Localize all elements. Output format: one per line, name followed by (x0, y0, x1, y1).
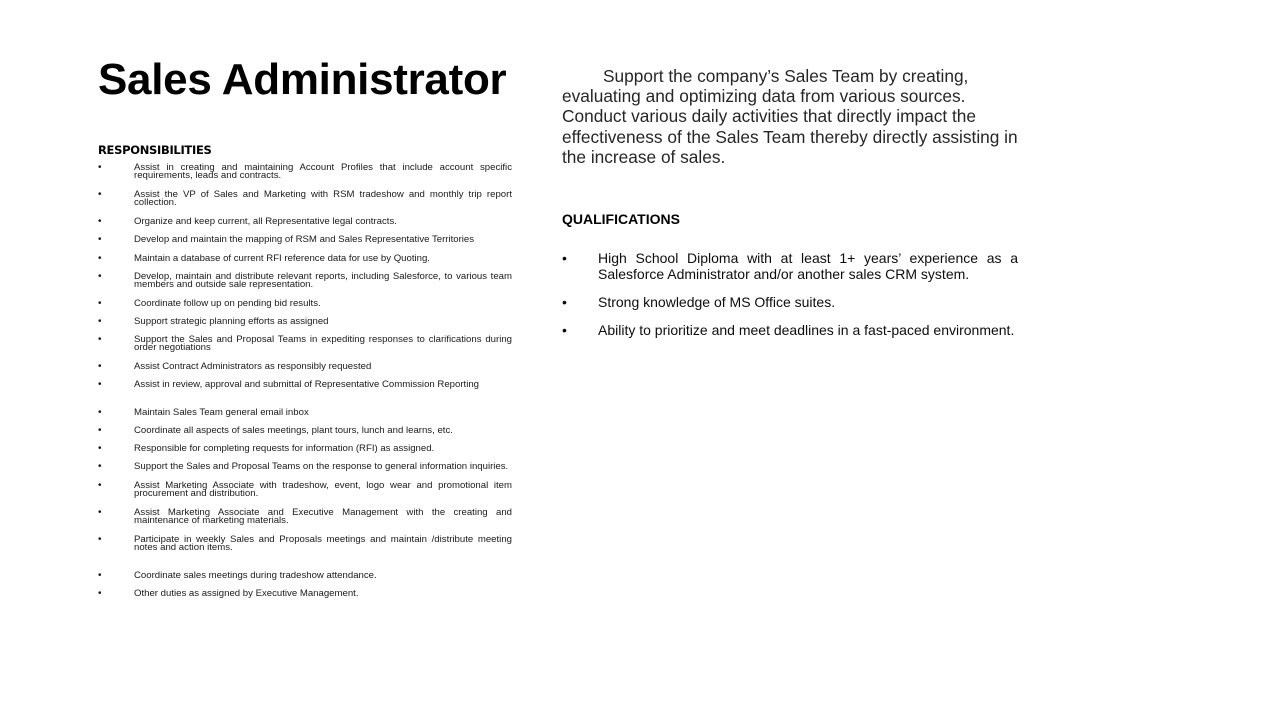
bullet-icon: • (98, 334, 102, 345)
bullet-icon: • (98, 271, 102, 282)
bullet-icon: • (98, 570, 102, 581)
list-item: • Assist Contract Administrators as responsibly requested (98, 361, 372, 372)
bullet-icon: • (98, 443, 102, 454)
list-item: • Support strategic planning efforts as assigned (98, 316, 329, 327)
list-item: • Maintain a database of current RFI reference data for use by Quoting. (98, 253, 430, 264)
list-item: • Assist Marketing Associate with tradeshow, event, logo wear and promotional item procurement and distribution. (98, 480, 512, 499)
bullet-icon: • (98, 588, 102, 599)
qualifications-heading: QUALIFICATIONS (562, 211, 680, 227)
bullet-icon: • (98, 189, 102, 200)
list-item: • Participate in weekly Sales and Proposals meetings and maintain /distribute meeting notes and action items. (98, 534, 512, 553)
list-item: • Assist Marketing Associate and Executive Management with the creating and maintenance of marketing materials. (98, 507, 512, 526)
list-item: • Coordinate all aspects of sales meetings, plant tours, lunch and learns, etc. (98, 425, 453, 436)
bullet-icon: • (98, 298, 102, 309)
bullet-icon: • (98, 316, 102, 327)
list-item: • Assist in creating and maintaining Account Profiles that include account specific requirements, leads and contracts. (98, 162, 512, 181)
bullet-icon: • (98, 534, 102, 545)
list-item: • Develop, maintain and distribute relevant reports, including Salesforce, to various team members and outside sale representation. (98, 271, 512, 290)
responsibilities-heading: RESPONSIBILITIES (98, 143, 212, 157)
bullet-icon: • (98, 162, 102, 173)
responsibilities-list (98, 164, 512, 598)
bullet-icon: • (98, 216, 102, 227)
list-item: • Assist in review, approval and submittal of Representative Commission Reporting (98, 379, 479, 390)
bullet-icon: • (562, 322, 567, 338)
bullet-icon: • (562, 294, 567, 310)
bullet-icon: • (98, 461, 102, 472)
qualifications-list (562, 250, 1018, 350)
list-item: • Ability to prioritize and meet deadlines in a fast-paced environment. (562, 322, 1015, 338)
list-item: • Maintain Sales Team general email inbox (98, 407, 309, 418)
page-title: Sales Administrator (98, 55, 507, 104)
bullet-icon: • (562, 250, 567, 266)
list-item: • Coordinate sales meetings during tradeshow attendance. (98, 570, 377, 581)
bullet-icon: • (98, 507, 102, 518)
bullet-icon: • (98, 361, 102, 372)
list-item: • Organize and keep current, all Representative legal contracts. (98, 216, 397, 227)
bullet-icon: • (98, 407, 102, 418)
bullet-icon: • (98, 234, 102, 245)
list-item: • Other duties as assigned by Executive Management. (98, 588, 359, 599)
list-item: • High School Diploma with at least 1+ years’ experience as a Salesforce Administrator and/or another sales CRM system. (562, 250, 1018, 282)
bullet-icon: • (98, 379, 102, 390)
bullet-icon: • (98, 480, 102, 491)
role-summary: Support the company’s Sales Team by creating, evaluating and optimizing data from various sources. Conduct various daily activities that directly impact the effectiveness of the Sales Team thereby directly assisting in the increase of sales. (562, 66, 1018, 167)
list-item: • Support the Sales and Proposal Teams on the response to general information inquiries. (98, 461, 509, 472)
list-item: • Strong knowledge of MS Office suites. (562, 294, 836, 310)
list-item: • Coordinate follow up on pending bid results. (98, 298, 321, 309)
bullet-icon: • (98, 425, 102, 436)
list-item: • Responsible for completing requests for information (RFI) as assigned. (98, 443, 435, 454)
list-item: • Assist the VP of Sales and Marketing with RSM tradeshow and monthly trip report collection. (98, 189, 512, 208)
list-item: • Support the Sales and Proposal Teams in expediting responses to clarifications during order negotiations (98, 334, 512, 353)
list-item: • Develop and maintain the mapping of RSM and Sales Representative Territories (98, 234, 475, 245)
bullet-icon: • (98, 253, 102, 264)
